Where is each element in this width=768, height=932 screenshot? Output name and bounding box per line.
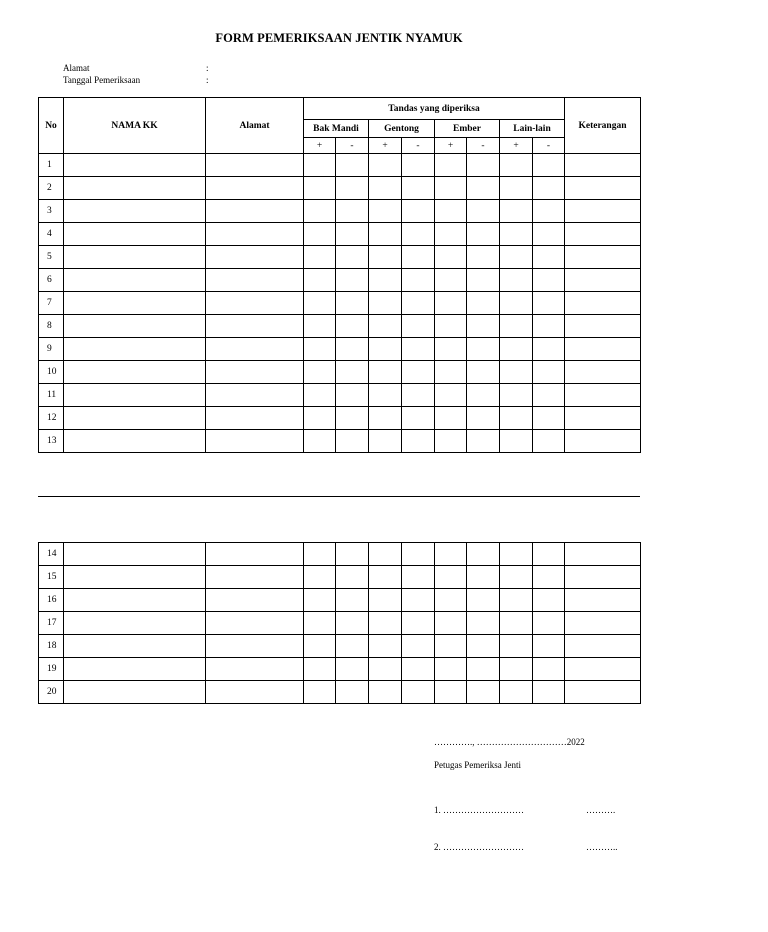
inspection-table-part2: [38, 542, 641, 704]
row-number: 8: [39, 315, 64, 338]
table-row: [39, 589, 641, 612]
alamat-cell[interactable]: [206, 589, 304, 612]
info-alamat: [63, 63, 209, 73]
bak-mandi-minus-cell[interactable]: [336, 430, 369, 453]
bak-mandi-minus-cell[interactable]: [336, 612, 369, 635]
ember-minus-cell[interactable]: [467, 223, 500, 246]
alamat-cell[interactable]: [206, 315, 304, 338]
gentong-minus-cell[interactable]: [402, 246, 435, 269]
table-row: [39, 338, 641, 361]
nama-kk-cell[interactable]: [64, 361, 206, 384]
ember-plus-cell[interactable]: [435, 200, 467, 223]
bak-mandi-plus-cell[interactable]: [304, 407, 336, 430]
gentong-minus-cell[interactable]: [402, 566, 435, 589]
bak-mandi-plus-cell[interactable]: [304, 681, 336, 704]
alamat-cell[interactable]: [206, 430, 304, 453]
gentong-plus-cell[interactable]: [369, 269, 402, 292]
gentong-plus-cell[interactable]: [369, 658, 402, 681]
keterangan-cell[interactable]: [565, 292, 641, 315]
lain-lain-minus-cell[interactable]: [533, 407, 565, 430]
lain-lain-minus-cell[interactable]: [533, 269, 565, 292]
ember-minus-cell[interactable]: [467, 589, 500, 612]
table-row: [39, 407, 641, 430]
alamat-cell[interactable]: [206, 338, 304, 361]
alamat-cell[interactable]: [206, 384, 304, 407]
ember-plus-cell[interactable]: [435, 338, 467, 361]
lain-lain-minus-cell[interactable]: [533, 223, 565, 246]
gentong-minus-cell[interactable]: [402, 612, 435, 635]
lain-lain-plus-cell[interactable]: [500, 658, 533, 681]
header-minus: -: [336, 138, 369, 154]
header-minus: -: [402, 138, 435, 154]
bak-mandi-plus-cell[interactable]: [304, 315, 336, 338]
ember-plus-cell[interactable]: [435, 612, 467, 635]
header-bak-mandi: Bak Mandi: [304, 120, 369, 138]
nama-kk-cell[interactable]: [64, 338, 206, 361]
header-plus: +: [369, 138, 402, 154]
ember-minus-cell[interactable]: [467, 407, 500, 430]
row-number: 15: [39, 566, 64, 589]
lain-lain-minus-cell[interactable]: [533, 543, 565, 566]
alamat-cell[interactable]: [206, 658, 304, 681]
keterangan-cell[interactable]: [565, 612, 641, 635]
table-row: [39, 246, 641, 269]
gentong-minus-cell[interactable]: [402, 315, 435, 338]
header-minus: -: [467, 138, 500, 154]
alamat-cell[interactable]: [206, 154, 304, 177]
nama-kk-cell[interactable]: [64, 681, 206, 704]
ember-minus-cell[interactable]: [467, 269, 500, 292]
header-nama-kk: NAMA KK: [64, 98, 206, 154]
ember-plus-cell[interactable]: [435, 635, 467, 658]
header-minus: -: [533, 138, 565, 154]
gentong-plus-cell[interactable]: [369, 223, 402, 246]
bak-mandi-plus-cell[interactable]: [304, 177, 336, 200]
nama-kk-cell[interactable]: [64, 154, 206, 177]
table-row: [39, 543, 641, 566]
lain-lain-plus-cell[interactable]: [500, 177, 533, 200]
keterangan-cell[interactable]: [565, 223, 641, 246]
alamat-cell[interactable]: [206, 566, 304, 589]
table-row: [39, 269, 641, 292]
bak-mandi-plus-cell[interactable]: [304, 589, 336, 612]
gentong-plus-cell[interactable]: [369, 635, 402, 658]
table-row: [39, 361, 641, 384]
nama-kk-cell[interactable]: [64, 292, 206, 315]
row-number: 19: [39, 658, 64, 681]
ember-minus-cell[interactable]: [467, 681, 500, 704]
ember-plus-cell[interactable]: [435, 430, 467, 453]
ember-minus-cell[interactable]: [467, 292, 500, 315]
nama-kk-cell[interactable]: [64, 407, 206, 430]
gentong-minus-cell[interactable]: [402, 681, 435, 704]
row-number: 20: [39, 681, 64, 704]
keterangan-cell[interactable]: [565, 430, 641, 453]
lain-lain-plus-cell[interactable]: [500, 612, 533, 635]
gentong-plus-cell[interactable]: [369, 612, 402, 635]
lain-lain-minus-cell[interactable]: [533, 681, 565, 704]
bak-mandi-minus-cell[interactable]: [336, 361, 369, 384]
bak-mandi-plus-cell[interactable]: [304, 635, 336, 658]
lain-lain-minus-cell[interactable]: [533, 658, 565, 681]
gentong-plus-cell[interactable]: [369, 430, 402, 453]
row-number: 17: [39, 612, 64, 635]
keterangan-cell[interactable]: [565, 384, 641, 407]
nama-kk-cell[interactable]: [64, 658, 206, 681]
bak-mandi-minus-cell[interactable]: [336, 566, 369, 589]
header-gentong: Gentong: [369, 120, 435, 138]
lain-lain-plus-cell[interactable]: [500, 566, 533, 589]
table-row: [39, 612, 641, 635]
signature-line-2: 2. ………………………: [434, 842, 524, 852]
keterangan-cell[interactable]: [565, 246, 641, 269]
nama-kk-cell[interactable]: [64, 223, 206, 246]
row-number: 18: [39, 635, 64, 658]
lain-lain-minus-cell[interactable]: [533, 566, 565, 589]
bak-mandi-minus-cell[interactable]: [336, 223, 369, 246]
ember-plus-cell[interactable]: [435, 681, 467, 704]
header-plus: +: [304, 138, 336, 154]
header-lain-lain: Lain-lain: [500, 120, 565, 138]
ember-minus-cell[interactable]: [467, 200, 500, 223]
lain-lain-plus-cell[interactable]: [500, 315, 533, 338]
ember-minus-cell[interactable]: [467, 246, 500, 269]
alamat-cell[interactable]: [206, 246, 304, 269]
lain-lain-minus-cell[interactable]: [533, 200, 565, 223]
lain-lain-plus-cell[interactable]: [500, 154, 533, 177]
keterangan-cell[interactable]: [565, 361, 641, 384]
gentong-minus-cell[interactable]: [402, 223, 435, 246]
info-alamat-colon: :: [206, 63, 209, 73]
table-row: [39, 223, 641, 246]
header-plus: +: [500, 138, 533, 154]
bak-mandi-minus-cell[interactable]: [336, 292, 369, 315]
keterangan-cell[interactable]: [565, 200, 641, 223]
keterangan-cell[interactable]: [565, 681, 641, 704]
ember-plus-cell[interactable]: [435, 269, 467, 292]
gentong-minus-cell[interactable]: [402, 543, 435, 566]
header-keterangan: Keterangan: [565, 98, 641, 154]
info-tanggal-colon: :: [206, 75, 209, 85]
table-row: [39, 200, 641, 223]
bak-mandi-plus-cell[interactable]: [304, 430, 336, 453]
lain-lain-plus-cell[interactable]: [500, 407, 533, 430]
lain-lain-plus-cell[interactable]: [500, 338, 533, 361]
ember-minus-cell[interactable]: [467, 635, 500, 658]
table-row: [39, 315, 641, 338]
bak-mandi-minus-cell[interactable]: [336, 200, 369, 223]
gentong-plus-cell[interactable]: [369, 407, 402, 430]
ember-minus-cell[interactable]: [467, 612, 500, 635]
bak-mandi-plus-cell[interactable]: [304, 200, 336, 223]
gentong-minus-cell[interactable]: [402, 338, 435, 361]
nama-kk-cell[interactable]: [64, 543, 206, 566]
keterangan-cell[interactable]: [565, 589, 641, 612]
lain-lain-minus-cell[interactable]: [533, 589, 565, 612]
alamat-cell[interactable]: [206, 292, 304, 315]
gentong-plus-cell[interactable]: [369, 177, 402, 200]
ember-plus-cell[interactable]: [435, 543, 467, 566]
bak-mandi-minus-cell[interactable]: [336, 658, 369, 681]
page-divider: [38, 496, 640, 497]
bak-mandi-minus-cell[interactable]: [336, 384, 369, 407]
row-number: 1: [39, 154, 64, 177]
gentong-plus-cell[interactable]: [369, 566, 402, 589]
alamat-cell[interactable]: [206, 223, 304, 246]
gentong-minus-cell[interactable]: [402, 384, 435, 407]
bak-mandi-minus-cell[interactable]: [336, 338, 369, 361]
table-row: [39, 430, 641, 453]
bak-mandi-minus-cell[interactable]: [336, 543, 369, 566]
gentong-plus-cell[interactable]: [369, 338, 402, 361]
bak-mandi-plus-cell[interactable]: [304, 384, 336, 407]
bak-mandi-minus-cell[interactable]: [336, 246, 369, 269]
lain-lain-plus-cell[interactable]: [500, 292, 533, 315]
ember-minus-cell[interactable]: [467, 154, 500, 177]
ember-minus-cell[interactable]: [467, 177, 500, 200]
lain-lain-plus-cell[interactable]: [500, 681, 533, 704]
alamat-cell[interactable]: [206, 635, 304, 658]
gentong-minus-cell[interactable]: [402, 407, 435, 430]
gentong-plus-cell[interactable]: [369, 681, 402, 704]
alamat-cell[interactable]: [206, 681, 304, 704]
lain-lain-plus-cell[interactable]: [500, 430, 533, 453]
lain-lain-minus-cell[interactable]: [533, 384, 565, 407]
ember-minus-cell[interactable]: [467, 566, 500, 589]
table-row: [39, 154, 641, 177]
ember-plus-cell[interactable]: [435, 177, 467, 200]
gentong-minus-cell[interactable]: [402, 177, 435, 200]
keterangan-cell[interactable]: [565, 315, 641, 338]
lain-lain-minus-cell[interactable]: [533, 430, 565, 453]
gentong-plus-cell[interactable]: [369, 589, 402, 612]
gentong-minus-cell[interactable]: [402, 200, 435, 223]
signature-line-1: 1. ………………………: [434, 805, 524, 815]
row-number: 11: [39, 384, 64, 407]
row-number: 5: [39, 246, 64, 269]
row-number: 2: [39, 177, 64, 200]
gentong-plus-cell[interactable]: [369, 246, 402, 269]
lain-lain-minus-cell[interactable]: [533, 315, 565, 338]
alamat-cell[interactable]: [206, 200, 304, 223]
alamat-cell[interactable]: [206, 612, 304, 635]
gentong-plus-cell[interactable]: [369, 292, 402, 315]
nama-kk-cell[interactable]: [64, 200, 206, 223]
form-title: FORM PEMERIKSAAN JENTIK NYAMUK: [215, 31, 463, 45]
ember-minus-cell[interactable]: [467, 430, 500, 453]
table-row: [39, 566, 641, 589]
keterangan-cell[interactable]: [565, 658, 641, 681]
bak-mandi-plus-cell[interactable]: [304, 612, 336, 635]
row-number: 13: [39, 430, 64, 453]
nama-kk-cell[interactable]: [64, 612, 206, 635]
lain-lain-minus-cell[interactable]: [533, 154, 565, 177]
lain-lain-plus-cell[interactable]: [500, 384, 533, 407]
lain-lain-plus-cell[interactable]: [500, 589, 533, 612]
alamat-cell[interactable]: [206, 407, 304, 430]
table-body-part2: [39, 543, 641, 704]
keterangan-cell[interactable]: [565, 407, 641, 430]
bak-mandi-minus-cell[interactable]: [336, 154, 369, 177]
nama-kk-cell[interactable]: [64, 384, 206, 407]
keterangan-cell[interactable]: [565, 154, 641, 177]
bak-mandi-minus-cell[interactable]: [336, 315, 369, 338]
bak-mandi-plus-cell[interactable]: [304, 292, 336, 315]
ember-plus-cell[interactable]: [435, 246, 467, 269]
table-row: [39, 658, 641, 681]
bak-mandi-plus-cell[interactable]: [304, 269, 336, 292]
bak-mandi-minus-cell[interactable]: [336, 177, 369, 200]
lain-lain-plus-cell[interactable]: [500, 361, 533, 384]
inspection-table-part1: [38, 97, 641, 453]
nama-kk-cell[interactable]: [64, 177, 206, 200]
ember-plus-cell[interactable]: [435, 407, 467, 430]
row-number: 14: [39, 543, 64, 566]
nama-kk-cell[interactable]: [64, 315, 206, 338]
bak-mandi-plus-cell[interactable]: [304, 338, 336, 361]
gentong-minus-cell[interactable]: [402, 430, 435, 453]
info-alamat-label: Alamat: [63, 63, 90, 73]
header-plus: +: [435, 138, 467, 154]
keterangan-cell[interactable]: [565, 269, 641, 292]
gentong-plus-cell[interactable]: [369, 200, 402, 223]
keterangan-cell[interactable]: [565, 635, 641, 658]
bak-mandi-minus-cell[interactable]: [336, 681, 369, 704]
signature-officer-label: Petugas Pemeriksa Jenti: [434, 760, 521, 770]
bak-mandi-plus-cell[interactable]: [304, 246, 336, 269]
table-body-part1: [39, 154, 641, 453]
gentong-minus-cell[interactable]: [402, 269, 435, 292]
lain-lain-plus-cell[interactable]: [500, 635, 533, 658]
ember-plus-cell[interactable]: [435, 384, 467, 407]
ember-minus-cell[interactable]: [467, 543, 500, 566]
ember-minus-cell[interactable]: [467, 338, 500, 361]
header-tandas: Tandas yang diperiksa: [304, 98, 565, 120]
gentong-minus-cell[interactable]: [402, 635, 435, 658]
gentong-plus-cell[interactable]: [369, 543, 402, 566]
bak-mandi-minus-cell[interactable]: [336, 635, 369, 658]
header-no: No: [39, 98, 64, 154]
nama-kk-cell[interactable]: [64, 246, 206, 269]
nama-kk-cell[interactable]: [64, 430, 206, 453]
ember-minus-cell[interactable]: [467, 384, 500, 407]
table-row: [39, 681, 641, 704]
keterangan-cell[interactable]: [565, 177, 641, 200]
signature-line-1-right: ……….: [586, 805, 616, 815]
header-ember: Ember: [435, 120, 500, 138]
lain-lain-minus-cell[interactable]: [533, 612, 565, 635]
signature-line-2-right: ………..: [586, 842, 618, 852]
header-alamat: Alamat: [206, 98, 304, 154]
row-number: 6: [39, 269, 64, 292]
alamat-cell[interactable]: [206, 361, 304, 384]
row-number: 7: [39, 292, 64, 315]
gentong-minus-cell[interactable]: [402, 292, 435, 315]
bak-mandi-plus-cell[interactable]: [304, 543, 336, 566]
lain-lain-plus-cell[interactable]: [500, 269, 533, 292]
bak-mandi-plus-cell[interactable]: [304, 566, 336, 589]
nama-kk-cell[interactable]: [64, 269, 206, 292]
lain-lain-minus-cell[interactable]: [533, 338, 565, 361]
keterangan-cell[interactable]: [565, 566, 641, 589]
alamat-cell[interactable]: [206, 269, 304, 292]
lain-lain-minus-cell[interactable]: [533, 361, 565, 384]
lain-lain-minus-cell[interactable]: [533, 635, 565, 658]
gentong-plus-cell[interactable]: [369, 154, 402, 177]
table-row: [39, 635, 641, 658]
nama-kk-cell[interactable]: [64, 635, 206, 658]
ember-plus-cell[interactable]: [435, 223, 467, 246]
bak-mandi-plus-cell[interactable]: [304, 658, 336, 681]
bak-mandi-plus-cell[interactable]: [304, 361, 336, 384]
bak-mandi-minus-cell[interactable]: [336, 589, 369, 612]
ember-plus-cell[interactable]: [435, 589, 467, 612]
gentong-plus-cell[interactable]: [369, 361, 402, 384]
row-number: 4: [39, 223, 64, 246]
alamat-cell[interactable]: [206, 177, 304, 200]
keterangan-cell[interactable]: [565, 338, 641, 361]
table-row: [39, 384, 641, 407]
row-number: 9: [39, 338, 64, 361]
gentong-minus-cell[interactable]: [402, 154, 435, 177]
gentong-minus-cell[interactable]: [402, 658, 435, 681]
lain-lain-plus-cell[interactable]: [500, 543, 533, 566]
ember-minus-cell[interactable]: [467, 361, 500, 384]
row-number: 12: [39, 407, 64, 430]
lain-lain-plus-cell[interactable]: [500, 223, 533, 246]
row-number: 16: [39, 589, 64, 612]
row-number: 3: [39, 200, 64, 223]
gentong-minus-cell[interactable]: [402, 589, 435, 612]
bak-mandi-plus-cell[interactable]: [304, 154, 336, 177]
ember-plus-cell[interactable]: [435, 658, 467, 681]
lain-lain-minus-cell[interactable]: [533, 177, 565, 200]
alamat-cell[interactable]: [206, 543, 304, 566]
ember-plus-cell[interactable]: [435, 566, 467, 589]
row-number: 10: [39, 361, 64, 384]
table-row: [39, 292, 641, 315]
bak-mandi-minus-cell[interactable]: [336, 407, 369, 430]
ember-minus-cell[interactable]: [467, 658, 500, 681]
bak-mandi-plus-cell[interactable]: [304, 223, 336, 246]
gentong-minus-cell[interactable]: [402, 361, 435, 384]
lain-lain-plus-cell[interactable]: [500, 246, 533, 269]
ember-plus-cell[interactable]: [435, 292, 467, 315]
nama-kk-cell[interactable]: [64, 589, 206, 612]
ember-minus-cell[interactable]: [467, 315, 500, 338]
keterangan-cell[interactable]: [565, 543, 641, 566]
gentong-plus-cell[interactable]: [369, 384, 402, 407]
table-row: [39, 177, 641, 200]
ember-plus-cell[interactable]: [435, 154, 467, 177]
lain-lain-minus-cell[interactable]: [533, 292, 565, 315]
gentong-plus-cell[interactable]: [369, 315, 402, 338]
info-tanggal: [63, 75, 209, 85]
lain-lain-plus-cell[interactable]: [500, 200, 533, 223]
nama-kk-cell[interactable]: [64, 566, 206, 589]
lain-lain-minus-cell[interactable]: [533, 246, 565, 269]
ember-plus-cell[interactable]: [435, 315, 467, 338]
signature-date-line: …………., …………………………2022: [434, 737, 585, 747]
info-tanggal-label: Tanggal Pemeriksaan: [63, 75, 141, 85]
bak-mandi-minus-cell[interactable]: [336, 269, 369, 292]
ember-plus-cell[interactable]: [435, 361, 467, 384]
